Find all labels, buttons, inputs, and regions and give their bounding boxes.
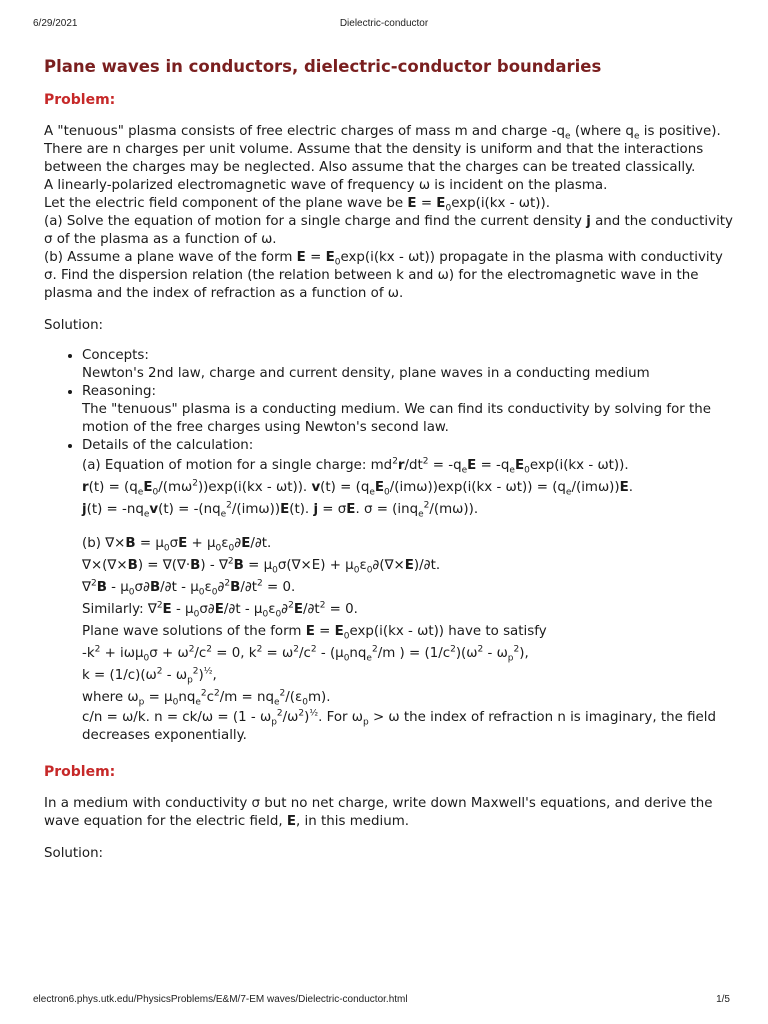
list-item: • Concepts: Newton's 2nd law, charge and current density, plane waves in a conducting medium	[82, 347, 734, 383]
print-url: electron6.phys.utk.edu/PhysicsProblems/E&M/7-EM waves/Dielectric-conductor.html	[33, 994, 408, 1005]
problem-part-a: (a) Solve the equation of motion for a single charge and find the current density j and the conductivity σ of the plasma as a function of ω.	[44, 214, 733, 247]
print-date: 6/29/2021	[33, 18, 78, 29]
list-item: • Details of the calculation: (a) Equation of motion for a single charge: $md^2r/dt^2 = -q_eE = -q_eE_0\exp(i(kx - \omega t))$. $r(t) = (q_eE_0/(m\omega^2))\exp(i(kx - \omega t))$. $v(t) = (q_eE_0/(im\omega))\exp(i(kx - \omega t)) = (q_e/(im\omega))E$. $j(t) = -nq_ev(t) = -(nq_e^2/(im\omega))E(t)$. j = σE. σ = (inq$_e^2$/(mω)). (b) $\nabla\times B = \mu_0\sigma E + \mu_0\varepsilon_0\partial E/\partial t$. $\nabla\times(\nabla\times B) = \nabla(\nabla\cdot B) - \nabla^2B = \mu_0\sigma(\nabla\times E) + \mu_0\varepsilon_0\partial(\nabla\times E)/\partial t$. $\nabla^2B - \mu_0\sigma\partial B/\partial t - \mu_0\varepsilon_0\partial^2B/\partial t^2 = 0$. Similarly: $\nabla^2E - \mu_0\sigma\partial E/\partial t - \mu_0\varepsilon_0\partial^2E/\partial t^2 = 0$. Plane wave solutions of the form $E = E_0\exp(i(kx - \omega t))$ have to satisfy $-k^2 + i\omega\mu_0\sigma + \omega^2/c^2 = 0$, $k^2 = \omega^2/c^2 - (\mu_0nq_e^2/m$ ) = $(1/c^2)(\omega^2 - \omega_p^2)$, $k = (1/c)(\omega^2 - \omega_p^2)^{\frac{1}{2}}$, where $\omega_p = \mu_0nq_e^2c^2/m = nq_e^2/(\varepsilon_0m)$. c/n = ω/k. $n = ck/\omega = (1 - \omega_p^2/\omega^2)^{\frac{1}{2}}$. For $\omega_p > \omega$ the index of refraction n is imaginary, the field decreases exponentially.	[82, 437, 734, 745]
problem-text: A "tenuous" plasma consists of free electric charges of mass m and charge $-q_e$ (where $q_e$ is positive). There are n charges per unit volume. Assume that the density is uniform and that the interactions between the charges may be neglected. Also assume that the charges can be treated classically.	[44, 124, 721, 175]
problem-text: Let the electric field component of the plane wave be $E = E_0\exp(i(kx - \omega t))$.	[44, 196, 550, 214]
print-page-title: Dielectric-conductor	[339, 18, 429, 29]
page-heading: Plane waves in conductors, dielectric-conductor boundaries	[44, 57, 602, 76]
problem-text: In a medium with conductivity σ but no net charge, write down Maxwell's equations, and derive the wave equation for the electric field, E, in this medium.	[44, 796, 713, 829]
calculation-block: (a) Equation of motion for a single charge: $md^2r/dt^2 = -q_eE = -q_eE_0\exp(i(kx - \omega t))$. $r(t) = (q_eE_0/(m\omega^2))\exp(i(kx - \omega t))$. $v(t) = (q_eE_0/(im\omega))\exp(i(kx - \omega t)) = (q_e/(im\omega))E$. $j(t) = -nq_ev(t) = -(nq_e^2/(im\omega))E(t)$. j = σE. σ = (inq$_e^2$/(mω)). (b) $\nabla\times B = \mu_0\sigma E + \mu_0\varepsilon_0\partial E/\partial t$. $\nabla\times(\nabla\times B) = \nabla(\nabla\cdot B) - \nabla^2B = \mu_0\sigma(\nabla\times E) + \mu_0\varepsilon_0\partial(\nabla\times E)/\partial t$. $\nabla^2B - \mu_0\sigma\partial B/\partial t - \mu_0\varepsilon_0\partial^2B/\partial t^2 = 0$. Similarly: $\nabla^2E - \mu_0\sigma\partial E/\partial t - \mu_0\varepsilon_0\partial^2E/\partial t^2 = 0$. Plane wave solutions of the form $E = E_0\exp(i(kx - \omega t))$ have to satisfy $-k^2 + i\omega\mu_0\sigma + \omega^2/c^2 = 0$, $k^2 = \omega^2/c^2 - (\mu_0nq_e^2/m$ ) = $(1/c^2)(\omega^2 - \omega_p^2)$, $k = (1/c)(\omega^2 - \omega_p^2)^{\frac{1}{2}}$, where $\omega_p = \mu_0nq_e^2c^2/m = nq_e^2/(\varepsilon_0m)$. c/n = ω/k. $n = ck/\omega = (1 - \omega_p^2/\omega^2)^{\frac{1}{2}}$. For $\omega_p > \omega$ the index of refraction n is imaginary, the field decreases exponentially.	[82, 456, 716, 743]
solution-label: Solution:	[44, 318, 104, 333]
problem-text: A linearly-polarized electromagnetic wave of frequency ω is incident on the plasma.	[44, 178, 608, 193]
print-page-number: 1/5	[716, 994, 730, 1005]
solution-list	[44, 347, 734, 745]
problem-part-b: (b) Assume a plane wave of the form $E = E_0\exp(i(kx - \omega t))$ propagate in the plasma with conductivity σ. Find the dispersion relation (the relation between k and ω) for the electromagnetic wave in the plasma and the index of refraction as a function of ω.	[44, 250, 723, 301]
document-body	[44, 56, 734, 863]
list-item: • Reasoning: The "tenuous" plasma is a conducting medium. We can find its conductivity by solving for the motion of the free charges using Newton's second law.	[82, 383, 734, 437]
problem-label: Problem:	[44, 92, 116, 108]
problem-label: Problem:	[44, 764, 116, 780]
solution-label: Solution:	[44, 846, 104, 861]
